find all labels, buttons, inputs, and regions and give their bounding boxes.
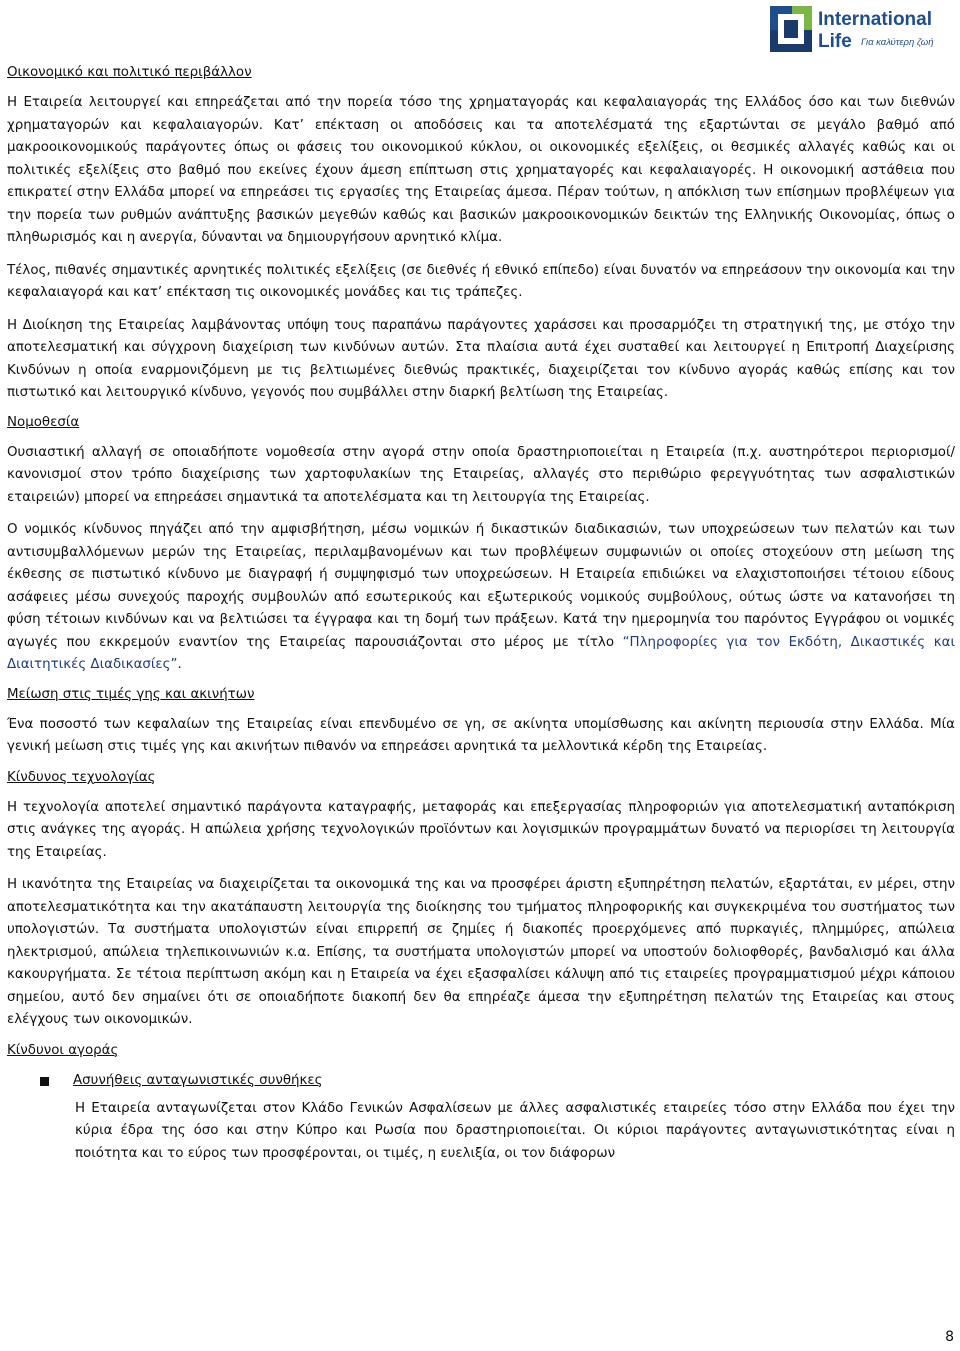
international-life-logo [770, 6, 948, 52]
logo-line1: International [818, 9, 933, 30]
section-heading: Νομοθεσία [7, 414, 80, 430]
paragraph: Η Εταιρεία λειτουργεί και επηρεάζεται από την πορεία τόσο της χρηματαγοράς και κεφαλαιαγοράς της Ελλάδος όσο και των διεθνών χρηματαγορών και κεφαλαιαγορών. Κατ’ επέκταση οι αποδόσεις και τα αποτελέσματά της εξαρτώνται σε μεγάλο βαθμό από μακροοικονομικούς παράγοντες όπως οι φάσεις του οικονομικού κύκλου, οι οικονομικές εξελίξεις, οι θεσμικές αλλαγές καθώς και οι πολιτικές εξελίξεις στο βαθμό που εκείνες έχουν άμεση επίπτωση στις χρηματαγορές και κεφαλαιαγορές. Η οικονομική αστάθεια που επικρατεί στην Ελλάδα μπορεί να επηρεάσει τις εργασίες της Εταιρείας άμεσα. Πέραν τούτων, η απόκλιση των επίσημων προβλέψεων για την πορεία των ρυθμών ανάπτυξης βασικών μεγεθών καθώς και βασικών μακροοικονομικών δεικτών της Ελληνικής Οικονομίας, όπως ο πληθωρισμός και η ανεργία, δύνανται να δημιουργήσουν αρνητικό κλίμα. [7, 95, 955, 245]
section-heading: Οικονομικό και πολιτικό περιβάλλον [7, 65, 252, 80]
section-heading: Κίνδυνοι αγοράς [7, 1042, 119, 1058]
paragraph [7, 519, 955, 677]
paragraph: Ουσιαστική αλλαγή σε οποιαδήποτε νομοθεσία στην αγορά στην οποία δραστηριοποιείται η Εταιρεία (π.χ. αυστηρότεροι περιορισμοί/ κανονισμοί στον τρόπο διαχείρισης των χαρτοφυλακίων της Εταιρείας, αλλαγές στο περιθώριο φερεγγυότητας των ασφαλιστικών εταιρειών) μπορεί να επηρεάσει σημαντικά τα αποτελέσματα και τη λειτουργία της Εταιρείας. [7, 444, 955, 505]
document-body [7, 62, 955, 1172]
square-bullet-icon [40, 1077, 49, 1086]
page-number: 8 [945, 1329, 954, 1345]
cross-reference-title: “Πληροφορίες για τον Εκδότη, Δικαστικές και Διαιτητικές Διαδικασίες” [7, 634, 955, 672]
paragraph-text: Ο νομικός κίνδυνος πηγάζει από την αμφισβήτηση, μέσω νομικών ή δικαστικών διαδικασιών, των υποχρεώσεων των πελατών και των αντισυμβαλλόμενων μερών της Εταιρείας, περιλαμβανομένων και των προβλέψεων συμφωνιών οι οποίες στοχεύουν στη μείωση της έκθεσης σε πιστωτικό κίνδυνο με διαγραφή ή συμψηφισμό των υποχρεώσεων. Η Εταιρεία επιδιώκει να ελαχιστοποιήσει τέτοιου είδους ασάφειες μέσω συνεχούς παροχής συμβουλών από εσωτερικούς και εξωτερικούς νομικούς συμβούλους, ούτως ώστε να κατανοήσει τη φύση τέτοιων κινδύνων και να βελτιώσει τα έγγραφα και τη δομή των πράξεων. Κατά την ημερομηνία του παρόντος Εγγράφου οι νομικές αγωγές που εκκρεμούν εναντίον της Εταιρείας παρουσιάζονται στο μέρος με τίτλο [7, 522, 955, 650]
paragraph: Η τεχνολογία αποτελεί σημαντικό παράγοντα καταγραφής, μεταφοράς και επεξεργασίας πληροφοριών για αποτελεσματική ανταπόκριση στις ανάγκες της αγοράς. Η απώλεια χρήσης τεχνολογικών προϊόντων και λογισμικών προγραμμάτων δυνατό να περιορίσει τη λειτουργία της Εταιρείας. [7, 799, 955, 860]
paragraph-end: . [177, 657, 182, 672]
logo-line2: Life [818, 31, 852, 52]
paragraph: Η Διοίκηση της Εταιρείας λαμβάνοντας υπόψη τους παραπάνω παράγοντες χαράσσει και προσαρμόζει τη στρατηγική της, με στόχο την αποτελεσματική και σύγχρονη διαχείριση των κινδύνων αυτών. Στα πλαίσια αυτά έχει συσταθεί και λειτουργεί η Επιτροπή Διαχείρισης Κινδύνων η οποία εναρμονιζόμενη με τις βελτιωμένες διεθνώς πρακτικές, διαχειρίζεται τον κίνδυνο αγοράς καθώς επίσης και τον πιστωτικό και λειτουργικό κίνδυνο, γεγονός που συμβάλλει στην διαρκή βελτίωση της Εταιρείας. [7, 317, 955, 400]
paragraph: Ένα ποσοστό των κεφαλαίων της Εταιρείας είναι επενδυμένο σε γη, σε ακίνητα υπομίσθωσης και ακίνητη περιουσία στην Ελλάδα. Μία γενική μείωση στις τιμές γης και ακινήτων πιθανόν να επηρεάσει αρνητικά τα μελλοντικά κέρδη της Εταιρείας. [7, 716, 955, 754]
paragraph: Η ικανότητα της Εταιρείας να διαχειρίζεται τα οικονομικά της και να προσφέρει άριστη εξυπηρέτηση πελατών, εξαρτάται, εν μέρει, στην αποτελεσματικότητα και την ακατάπαυστη λειτουργία της διοίκησης του τμήματος πληροφορικής και συγκεκριμένα του συστήματος των υπολογιστών. Τα συστήματα υπολογιστών είναι επιρρεπή σε ζημίες ή διακοπές προερχόμενες από πυρκαγιές, πλημμύρες, απώλεια ηλεκτρισμού, απώλεια τηλεπικοινωνιών κ.α. Επίσης, τα συστήματα υπολογιστών μπορεί να υποστούν δολιοφθορές, βανδαλισμό και άλλα κακουργήματα. Σε τέτοια περίπτωση ακόμη και η Εταιρεία να έχει εξασφαλίσει κάλυψη από τις εταιρείες προγραμματισμού μέχρι κάποιου σημείου, αυτό δεν σημαίνει ότι σε οποιαδήποτε διακοπή δεν θα επηρέαζε άμεσα την εξυπηρέτηση πελατών της Εταιρείας και στους ελέγχους των οικονομικών. [7, 877, 955, 1027]
logo-tagline: Για καλύτερη ζωή [861, 37, 934, 48]
paragraph: Η Εταιρεία ανταγωνίζεται στον Κλάδο Γενικών Ασφαλίσεων με άλλες ασφαλιστικές εταιρείες τόσο στην Ελλάδα που έχει την κύρια έδρα της όσο και στην Κύπρο και Ρωσία που δραστηριοποιείται. Οι κύριοι παράγοντες ανταγωνιστικότητας είναι η ποιότητα και το εύρος των προσφέρονται, οι τιμές, η ευελιξία, οι τον διάφορων [75, 1100, 955, 1161]
bullet-heading: Ασυνήθεις ανταγωνιστικές συνθήκες [73, 1072, 323, 1088]
section-heading: Μείωση στις τιμές γης και ακινήτων [7, 686, 255, 702]
bullet-item [7, 1070, 955, 1092]
paragraph: Τέλος, πιθανές σημαντικές αρνητικές πολιτικές εξελίξεις (σε διεθνές ή εθνικό επίπεδο) είναι δυνατόν να επηρεάσουν την οικονομία και την κεφαλαιαγορά και κατ’ επέκταση τις οικονομικές μονάδες και τις τράπεζες. [7, 262, 955, 300]
section-heading: Κίνδυνος τεχνολογίας [7, 769, 156, 785]
